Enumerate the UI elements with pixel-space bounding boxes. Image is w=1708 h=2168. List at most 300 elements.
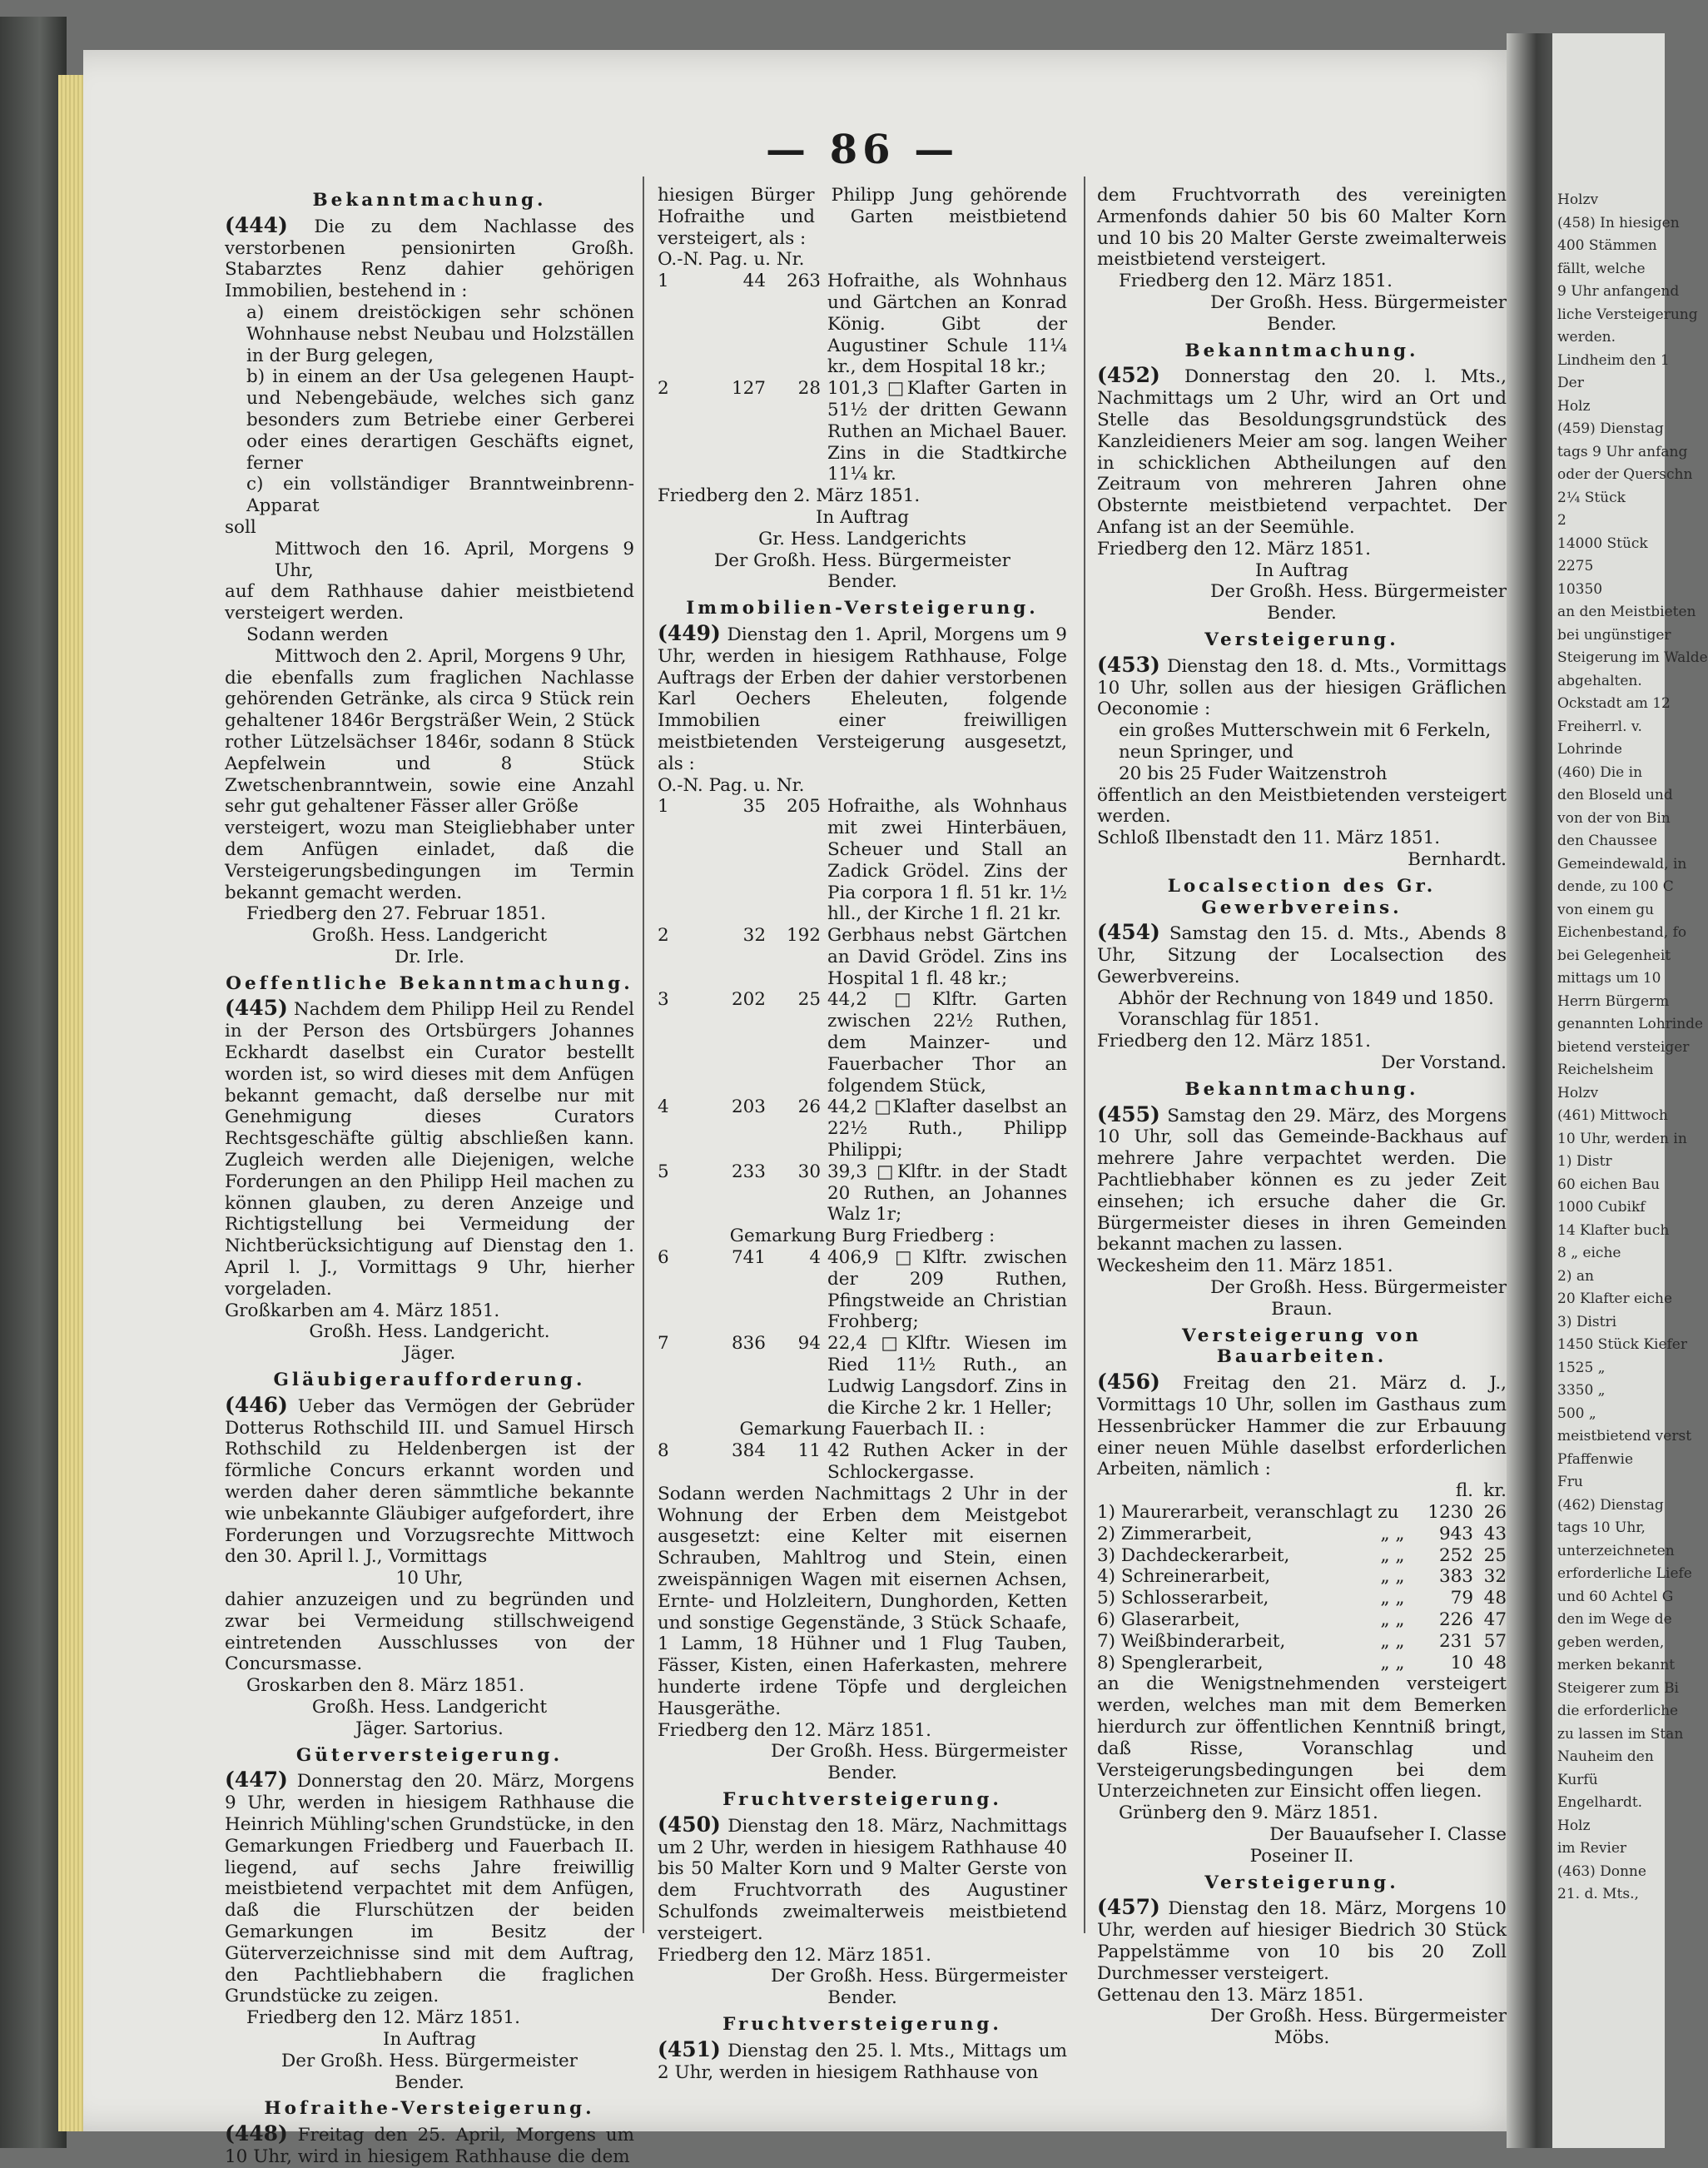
notice-number: (447) — [225, 1768, 288, 1793]
cell: Hofraithe, als Wohnhaus und Gärtchen an Konrad König. Gibt der Augustiner Schule 11¼ kr., dem Hospital 18 kr.; — [827, 271, 1067, 378]
cell: 252 — [1438, 1544, 1473, 1566]
heading-447: Güterversteigerung. — [295, 1744, 564, 1766]
cell: 44 — [742, 271, 766, 292]
next-page-line: den Chaussee — [1557, 833, 1657, 849]
cell: „ „ — [1380, 1523, 1405, 1544]
next-page-line: 21. d. Mts., — [1557, 1886, 1639, 1902]
cell: 205 — [786, 796, 821, 818]
signature-authority: Der Großh. Hess. Bürgermeister — [1210, 2006, 1507, 2027]
next-page-fragment — [1552, 33, 1708, 2148]
signature-authority: In Auftrag — [815, 506, 909, 528]
cell: 7 — [658, 1333, 669, 1355]
notice-number: (457) — [1097, 1895, 1160, 1920]
notice-number: (444) — [225, 212, 288, 237]
cell: 741 — [731, 1247, 766, 1269]
list-item: 20 bis 25 Fuder Waitzenstroh — [1119, 763, 1388, 784]
heading-452: Bekanntmachung. — [1184, 340, 1419, 361]
cell: 7) Weißbinderarbeit, — [1097, 1630, 1286, 1652]
cell: 943 — [1438, 1523, 1473, 1544]
notice-449 — [658, 620, 1067, 775]
cell: 231 — [1438, 1630, 1473, 1652]
next-page-line: Steigerung im Walde — [1557, 649, 1708, 666]
cell: 8) Spenglerarbeit, — [1097, 1652, 1264, 1673]
next-page-line: tags 10 Uhr, — [1557, 1519, 1646, 1536]
cell: 4 — [658, 1096, 669, 1118]
heading-445: Oeffentliche Bekanntmachung. — [226, 972, 633, 994]
cell: 203 — [731, 1096, 766, 1118]
cell: 2 — [658, 378, 669, 400]
cell — [1363, 1480, 1422, 1502]
heading-456: Versteigerung von Bauarbeiten. — [1182, 1325, 1422, 1368]
cell: 47 — [1483, 1609, 1507, 1630]
cell: 127 — [731, 378, 766, 400]
next-page-line: 500 „ — [1557, 1405, 1596, 1422]
signature-authority: Der Großh. Hess. Bürgermeister — [1210, 291, 1507, 313]
place-date: Friedberg den 27. Februar 1851. — [246, 903, 546, 925]
signature-name: Möbs. — [1274, 2027, 1330, 2049]
next-page-line: (461) Mittwoch — [1557, 1107, 1668, 1124]
signature-name: Der Vorstand. — [1381, 1052, 1507, 1074]
signature-authority: Großh. Hess. Landgericht — [311, 925, 548, 947]
cell: 44,2 □Klftr. Garten zwischen 22½ Ruthen, dem Mainzer- und Fauerbacher Thor an folgendem Stück, — [827, 989, 1067, 1096]
heading-446: Gläubigeraufforderung. — [273, 1370, 586, 1391]
table-row — [1097, 1631, 1507, 1653]
next-page-line: bei ungünstiger — [1557, 626, 1671, 644]
next-page-line: 400 Stämmen — [1557, 237, 1657, 254]
next-page-line: (459) Dienstag — [1557, 420, 1664, 437]
table-row — [658, 1333, 1067, 1419]
heading-457: Versteigerung. — [1204, 1872, 1399, 1893]
notice-number: (445) — [225, 996, 288, 1021]
place-date: Schloß Ilbenstadt den 11. März 1851. — [1097, 828, 1441, 849]
place-date: Friedberg den 12. März 1851. — [1097, 1031, 1371, 1052]
cell: 39,3 □Klftr. in der Stadt 20 Ruthen, an Johannes Walz 1r; — [827, 1161, 1067, 1226]
next-page-line: geben werden, — [1557, 1633, 1665, 1651]
list-item: Abhör der Rechnung von 1849 und 1850. — [1119, 987, 1494, 1009]
next-page-line: von einem gu — [1557, 901, 1655, 918]
next-page-line: Eichenbestand, fo — [1557, 924, 1687, 941]
next-page-line: dende, zu 100 C — [1557, 878, 1674, 895]
place-date: Großkarben am 4. März 1851. — [225, 1300, 500, 1321]
table-row — [1097, 1653, 1507, 1674]
table-header: O.-N. Pag. u. Nr. — [658, 774, 805, 796]
next-page-line: im Revier — [1557, 1840, 1627, 1857]
column-rule — [643, 177, 644, 1933]
signature-name: Jäger. Sartorius. — [355, 1718, 504, 1739]
cell: 202 — [731, 989, 766, 1011]
cell: 226 — [1438, 1609, 1473, 1630]
signature-authority: Großh. Hess. Landgericht. — [309, 1321, 550, 1343]
notice-text: Dienstag den 18. März, Nachmittags um 2 Uhr, werden in hiesigem Rathhause 40 bis 50 Malter Korn und 9 Malter Gerste von dem Fruchtvorrath des Augustiner Schulfonds zweimalterweis meistbietend versteigert. — [658, 1815, 1068, 1944]
signature-name: Dr. Irle. — [394, 946, 465, 967]
next-page-line: zu lassen im Stan — [1557, 1725, 1684, 1743]
next-page-line: werden. — [1557, 329, 1616, 346]
next-page-line: 2¼ Stück — [1557, 489, 1626, 506]
notice-text: Die zu dem Nachlasse des verstorbenen pensionirten Großh. Stabarztes Renz dahier gehörigen Immobilien, bestehend in : — [225, 216, 634, 302]
next-page-line: Pfaffenwie — [1557, 1450, 1634, 1468]
notice-444 — [225, 212, 634, 302]
cell: „ „ — [1380, 1630, 1405, 1652]
next-page-line: Lindheim den 1 — [1557, 351, 1670, 369]
list-item: Voranschlag für 1851. — [1119, 1009, 1320, 1031]
place-date: Weckesheim den 11. März 1851. — [1097, 1256, 1393, 1277]
notice-text: soll — [225, 516, 256, 538]
notice-text: Ueber das Vermögen der Gebrüder Dotterus Rothschild III. und Samuel Hirsch Rothschild zu Heldenbergen ist der förmliche Concurs erkannt worden und werden daher deren sämmtliche bekannte wie unbekannte Gläubiger aufgefordert, ihre Forderungen und Vorzugsrechte Mittwoch den 30. April l. J., Vormittags — [225, 1395, 635, 1568]
notice-452 — [1097, 365, 1507, 538]
cell: 22,4 □Klftr. Wiesen im Ried 11½ Ruth., an Ludwig Langsdorf. Zins in die Kirche 2 kr. 1 Heller; — [827, 1333, 1067, 1419]
cell: 192 — [786, 925, 821, 947]
next-page-line: Steigerer zum Bi — [1557, 1679, 1679, 1697]
next-page-line: tags 9 Uhr anfang — [1557, 443, 1688, 460]
notice-date: Mittwoch den 16. April, Morgens 9 Uhr, — [275, 538, 634, 581]
next-page-line: Engelhardt. — [1557, 1794, 1643, 1811]
cell: 48 — [1483, 1588, 1507, 1609]
cell: 8 — [658, 1440, 669, 1462]
table-row — [658, 1440, 1067, 1484]
signature-name: Bender. — [827, 571, 897, 593]
next-page-line: Holzv — [1557, 1084, 1599, 1101]
next-page-line: fällt, welche — [1557, 260, 1646, 277]
cell: 10 — [1450, 1652, 1473, 1673]
next-page-line: erforderliche Liefe — [1557, 1565, 1692, 1582]
next-page-line: Lohrinde — [1557, 741, 1622, 758]
table-row — [1097, 1502, 1507, 1524]
cell: 28 — [797, 378, 821, 400]
notice-text: Dienstag den 18. März, Morgens 10 Uhr, werden auf hiesiger Biedrich 30 Stück Pappelstämme von 10 bis 20 Zoll Durchmesser versteigert. — [1097, 1898, 1507, 1984]
table-row — [1097, 1566, 1507, 1588]
column-2 — [658, 185, 1067, 2083]
notice-text: Sodann werden Nachmittags 2 Uhr in der Wohnung der Erben dem Meistgebot ausgesetzt: eine Kelter mit eisernen Schrauben, Mahltrog und Stein, einen zweispännigen Wagen mit eisernen Achsen, Ernte- und Holzleitern, Dunghorden, Ketten und sonstige Gegenstände, 3 Stück Schaafe, 1 Lamm, 18 Hühner und 1 Flug Tauben, Fässer, Kisten, einen Haferkasten, mehrere hunderte irdene Töpfe und dergleichen Hausgeräthe. — [658, 1483, 1067, 1719]
next-page-line: 20 Klafter eiche — [1557, 1290, 1673, 1307]
cell: 2) Zimmerarbeit, — [1097, 1523, 1253, 1544]
list-item: b) in einem an der Usa gelegenen Haupt- und Nebengebäude, welches sich ganz besonders zum Betriebe einer Gerberei oder eines derartigen Geschäfts eignet, ferner — [246, 366, 634, 474]
cell: 1230 — [1427, 1502, 1473, 1524]
table-row — [1097, 1524, 1507, 1545]
cell: 263 — [786, 271, 821, 292]
cell: 1 — [658, 796, 669, 818]
next-page-line: (458) In hiesigen — [1557, 214, 1680, 231]
notice-text: dahier anzuzeigen und zu begründen und zwar bei Vermeidung stillschweigend eintretenden Ausschlusses von der Concursmasse. — [225, 1589, 634, 1675]
notice-text: Nachdem dem Philipp Heil zu Rendel in der Person des Ortsbürgers Johannes Eckhardt daselbst ein Curator bestellt worden ist, so wird dieses mit dem Anfügen bekannt gemacht, daß derselbe nur mit Genehmigung dieses Curators Rechtsgeschäfte gültig abschließen kann. Zugleich werden alle Diejenigen, welche Forderungen an den Philipp Heil machen zu können glauben, zu deren Anzeige und Richtigstellung bei Vermeidung der Nichtberücksichtigung auf Dienstag den 1. April l. J., Vormittags 9 Uhr, hierher vorgeladen. — [225, 999, 634, 1300]
table-row — [658, 925, 1067, 989]
notice-number: (452) — [1097, 363, 1160, 388]
notice-number: (446) — [225, 1392, 288, 1417]
signature-name: Bernhardt. — [1408, 848, 1507, 870]
notice-text: Sodann werden — [246, 624, 389, 645]
notice-text: Freitag den 21. März d. J., Vormittags 10 Uhr, sollen im Gasthaus zum Hessenbrücker Hammer die zur Erbauung einer neuen Mühle daselbst erforderlichen Arbeiten, nämlich : — [1097, 1373, 1507, 1480]
next-page-line: den Bloseld und — [1557, 787, 1673, 803]
signature-name: Poseiner II. — [1249, 1845, 1354, 1867]
signature-authority: In Auftrag — [382, 2028, 476, 2050]
notice-447 — [225, 1769, 634, 2007]
next-page-line: (462) Dienstag — [1557, 1496, 1664, 1514]
table-row — [658, 378, 1067, 485]
place-date: Friedberg den 12. März 1851. — [658, 1944, 931, 1966]
cell: 57 — [1483, 1630, 1507, 1652]
notice-448 — [225, 2123, 634, 2168]
notice-457 — [1097, 1897, 1507, 1984]
page-number: — 86 — — [766, 127, 960, 173]
list-item: c) ein vollständiger Branntweinbrenn-Apparat — [246, 474, 634, 517]
next-page-line: 14 Klafter buch — [1557, 1221, 1670, 1239]
place-date: Grünberg den 9. März 1851. — [1119, 1803, 1378, 1824]
cell: 94 — [797, 1333, 821, 1355]
notice-text: Samstag den 15. d. Mts., Abends 8 Uhr, Sitzung der Localsection des Gewerbvereins. — [1097, 923, 1507, 987]
next-page-line: bei Gelegenheit — [1557, 947, 1671, 964]
table-row — [658, 1096, 1067, 1161]
notice-text: Dienstag den 25. l. Mts., Mittags um 2 Uhr, werden in hiesigem Rathhause von — [658, 2040, 1067, 2083]
notice-text: Dienstag den 18. d. Mts., Vormittags 10 Uhr, sollen aus der hiesigen Gräflichen Oeconomie : — [1097, 655, 1507, 720]
next-page-line: von der von Bin — [1557, 809, 1671, 827]
subheading: Gemarkung Burg Friedberg : — [729, 1226, 996, 1247]
heading-444: Bekanntmachung. — [312, 190, 547, 211]
notice-number: (448) — [225, 2121, 288, 2146]
table-row — [658, 1161, 1067, 1226]
table-row — [658, 989, 1067, 1096]
next-page-line: 1000 Cubikf — [1557, 1199, 1646, 1216]
notice-451 — [658, 2036, 1067, 2084]
signature-authority: Der Bauaufseher I. Classe — [1269, 1823, 1507, 1845]
next-page-line: 1) Distr — [1557, 1153, 1612, 1170]
cell: 6) Glaserarbeit, — [1097, 1609, 1240, 1630]
notice-number: (449) — [658, 620, 721, 645]
cell: 384 — [731, 1440, 766, 1462]
next-page-line: 1525 „ — [1557, 1359, 1606, 1376]
table-row — [1097, 1545, 1507, 1567]
signature-name: Bender. — [827, 1763, 897, 1784]
cell: 30 — [797, 1161, 821, 1182]
signature-authority: Der Großh. Hess. Bürgermeister — [1210, 1277, 1507, 1299]
next-page-line: 3) Distri — [1557, 1313, 1617, 1330]
cell: 43 — [1483, 1523, 1507, 1544]
next-page-line: Kurfü — [1557, 1771, 1598, 1788]
notice-453 — [1097, 654, 1507, 720]
next-page-line: 2 — [1557, 512, 1566, 529]
cell: 32 — [1483, 1566, 1507, 1588]
cell: 11 — [797, 1440, 821, 1462]
signature-name: Braun. — [1271, 1298, 1333, 1320]
cell — [1097, 1480, 1363, 1502]
heading-455: Bekanntmachung. — [1184, 1078, 1419, 1100]
next-page-line: 2) an — [1557, 1267, 1594, 1285]
signature-name: Bender. — [1267, 313, 1337, 335]
next-page-line: Freiherrl. v. — [1557, 718, 1642, 735]
signature-authority: Der Großh. Hess. Bürgermeister — [771, 1966, 1067, 1987]
notice-text: Dienstag den 1. April, Morgens um 9 Uhr, werden in hiesigem Rathhause, Folge Auftrags der Erben der dahier verstorbenen Karl Oechers Eheleuten, folgende Immobilien einer freiwilligen meistbietenden Versteigerung ausgesetzt, als : — [658, 624, 1067, 774]
notice-text: die ebenfalls zum fraglichen Nachlasse gehörenden Getränke, als circa 9 Stück rein gehaltener 1846r Bergsträßer Wein, 2 Stück rother Lützelsächser 1846r, sodann 8 Stück Aepfelwein und 8 Stück Zwetschenbranntwein, sowie eine Anzahl sehr gut gehaltener Fässer aller Größe — [225, 667, 634, 818]
notice-text: an die Wenigstnehmenden versteigert werden, welches man mit dem Bemerken hierdurch zur öffentlichen Kenntniß bringt, daß Risse, Voranschlag und Versteigerungsbedingungen bei dem Unterzeichneten zur Einsicht offen liegen. — [1097, 1673, 1507, 1803]
notice-text: dem Fruchtvorrath des vereinigten Armenfonds dahier 50 bis 60 Malter Korn und 10 bis 20 Malter Gerste zweimalterweis meistbietend versteigert. — [1097, 185, 1507, 271]
cell: „ „ — [1380, 1566, 1405, 1588]
place-date: Friedberg den 12. März 1851. — [1097, 538, 1371, 559]
table-row — [1097, 1588, 1507, 1609]
list-item: a) einem dreistöckigen sehr schönen Wohnhause nebst Neubau und Holzställen in der Burg gelegen, — [246, 301, 634, 366]
cell: „ „ — [1380, 1652, 1405, 1673]
table-row — [658, 796, 1067, 925]
cell: fl. — [1455, 1480, 1473, 1502]
subheading: Gemarkung Fauerbach II. : — [739, 1419, 986, 1440]
next-page-line: 14000 Stück — [1557, 535, 1648, 552]
table-row — [1097, 1609, 1507, 1631]
list-item: ein großes Mutterschwein mit 6 Ferkeln, — [1119, 720, 1492, 742]
next-page-line: Fru — [1557, 1474, 1583, 1490]
notice-text: Freitag den 25. April, Morgens um 10 Uhr, wird in hiesigem Rathhause die dem — [225, 2125, 634, 2167]
next-page-line: und 60 Achtel G — [1557, 1588, 1674, 1605]
next-page-line: Holz — [1557, 397, 1591, 415]
heading-450: Fruchtversteigerung. — [722, 1788, 1002, 1810]
cell: 79 — [1450, 1588, 1473, 1609]
next-page-line: Reichelsheim — [1557, 1062, 1654, 1078]
signature-authority: Gr. Hess. Landgerichts — [758, 528, 966, 549]
next-page-line: genannten Lohrinde — [1557, 1016, 1704, 1032]
next-page-line: 9 Uhr anfangend — [1557, 283, 1680, 300]
next-page-line: an den Meistbieten — [1557, 604, 1696, 620]
next-page-line: 10350 — [1557, 580, 1603, 598]
notice-date: 10 Uhr, — [395, 1568, 464, 1589]
heading-454: Localsection des Gr. Gewerbvereins. — [1167, 875, 1437, 918]
next-page-line: 10 Uhr, werden in — [1557, 1130, 1687, 1147]
signature-authority: Großh. Hess. Landgericht — [311, 1696, 548, 1718]
signature-name: Bender. — [827, 1987, 897, 2009]
cell: 1 — [658, 271, 669, 292]
next-page-line: 60 eichen Bau — [1557, 1176, 1660, 1193]
notice-456 — [1097, 1371, 1507, 1480]
cell: „ „ — [1380, 1588, 1405, 1609]
cell: 233 — [731, 1161, 766, 1182]
notice-text: auf dem Rathhause dahier meistbietend versteigert werden. — [225, 581, 634, 624]
notice-445 — [225, 997, 634, 1300]
next-page-line: Holzv — [1557, 191, 1599, 208]
book-gutter — [1507, 33, 1557, 2148]
next-page-line: oder der Querschn — [1557, 466, 1693, 483]
heading-451: Fruchtversteigerung. — [722, 2013, 1002, 2035]
next-page-line: die erforderliche — [1557, 1703, 1679, 1719]
cell: 48 — [1483, 1652, 1507, 1673]
cell: Hofraithe, als Wohnhaus mit zwei Hinterbäuen, Scheuer und Stall an Zadick Grödel. Zins der Pia corpora 1 fl. 51 kr. 1½ hll., der Kirche 1 fl. 21 kr. — [827, 796, 1067, 925]
signature-authority: In Auftrag — [1254, 559, 1348, 581]
cell: kr. — [1483, 1480, 1507, 1502]
cell: 26 — [1483, 1502, 1507, 1524]
next-page-line: Ockstadt am 12 — [1557, 695, 1671, 712]
table-row — [658, 1247, 1067, 1333]
heading-448: Hofraithe-Versteigerung. — [264, 2098, 595, 2120]
notice-number: (454) — [1097, 920, 1160, 945]
next-page-line: (463) Donne — [1557, 1862, 1646, 1880]
cell: „ „ — [1380, 1609, 1405, 1630]
book-cover — [0, 17, 67, 2148]
cell: 5 — [658, 1161, 669, 1182]
signature-authority: Der Großh. Hess. Bürgermeister — [1210, 581, 1507, 603]
notice-446 — [225, 1392, 635, 1568]
notice-455 — [1097, 1101, 1507, 1256]
cell: 25 — [1483, 1544, 1507, 1566]
cell: 35 — [742, 796, 766, 818]
next-page-line: abgehalten. — [1557, 672, 1642, 689]
place-date: Gettenau den 13. März 1851. — [1097, 1984, 1364, 2006]
table-header — [1097, 1480, 1507, 1502]
cell: 836 — [731, 1333, 766, 1355]
notice-text: versteigert, wozu man Steigliebhaber unter dem Anfügen einladet, daß die Versteigerungsbedingungen im Termin bekannt gemacht werden. — [225, 818, 634, 903]
signature-name: Jäger. — [403, 1343, 456, 1365]
cell: 32 — [742, 925, 766, 947]
cell: 2 — [658, 925, 669, 947]
signature-name: Bender. — [395, 2071, 464, 2093]
cell: 42 Ruthen Acker in der Schlockergasse. — [827, 1440, 1067, 1484]
heading-449: Immobilien-Versteigerung. — [686, 598, 1039, 619]
table-header: O.-N. Pag. u. Nr. — [658, 249, 805, 271]
signature-name: Bender. — [1267, 603, 1337, 624]
next-page-line: Gemeindewald, in — [1557, 855, 1687, 873]
cell: „ „ — [1380, 1544, 1405, 1566]
next-page-line: merken bekannt — [1557, 1657, 1676, 1673]
cell: 25 — [797, 989, 821, 1011]
table-row — [658, 271, 1067, 378]
cell: 5) Schlosserarbeit, — [1097, 1588, 1269, 1609]
next-page-line: mittags um 10 — [1557, 970, 1661, 987]
cell: 3) Dachdeckerarbeit, — [1097, 1544, 1290, 1566]
notice-number: (451) — [658, 2036, 721, 2061]
cell: 1) Maurerarbeit, veranschlagt zu — [1097, 1502, 1399, 1524]
next-page-line: 3350 „ — [1557, 1382, 1606, 1399]
next-page-line: Der — [1557, 375, 1584, 391]
next-page-line: 8 „ eiche — [1557, 1245, 1621, 1261]
place-date: Friedberg den 12. März 1851. — [658, 1719, 931, 1741]
cell: 26 — [797, 1096, 821, 1118]
next-page-line: unterzeichneten — [1557, 1542, 1675, 1559]
cell: 383 — [1438, 1566, 1473, 1588]
heading-453: Versteigerung. — [1204, 629, 1399, 650]
cell: 6 — [658, 1247, 669, 1269]
notice-number: (453) — [1097, 652, 1160, 677]
notice-text: Donnerstag den 20. März, Morgens 9 Uhr, werden in hiesigem Rathhause die Heinrich Mühling'schen Grundstücke, in den Gemarkungen Friedberg und Fauerbach II. liegend, auf sechs Jahre freiwillig meistbietend verpachtet mit dem Anfügen, daß die Flurschützen der beiden Gemarkungen im Besitz der Güterverzeichnisse sind mit dem Auftrag, den Pachtliebhabern die fraglichen Grundstücke zu zeigen. — [225, 1771, 634, 2007]
notice-number: (455) — [1097, 1101, 1160, 1126]
cell: 44,2 □Klafter daselbst an 22½ Ruth., Philipp Philippi; — [827, 1096, 1067, 1161]
notice-date: Mittwoch den 2. April, Morgens 9 Uhr, — [275, 645, 627, 667]
notice-454 — [1097, 922, 1507, 987]
column-3 — [1097, 185, 1507, 2049]
place-date: Friedberg den 2. März 1851. — [658, 485, 921, 507]
next-page-line: meistbietend verst — [1557, 1428, 1692, 1445]
next-page-line: Holz — [1557, 1817, 1591, 1834]
next-page-line: bietend versteiger — [1557, 1038, 1690, 1056]
column-rule — [1084, 177, 1085, 1933]
cell: 4 — [809, 1247, 821, 1269]
next-page-line: 2275 — [1557, 558, 1594, 574]
notice-text: hiesigen Bürger Philipp Jung gehörende Hofraithe und Garten meistbietend versteigert, als : — [658, 185, 1067, 249]
signature-authority: Der Großh. Hess. Bürgermeister — [714, 549, 1010, 571]
place-date: Friedberg den 12. März 1851. — [1119, 271, 1393, 292]
next-page-line: den im Wege de — [1557, 1611, 1672, 1628]
place-date: Friedberg den 12. März 1851. — [246, 2007, 520, 2029]
notice-number: (456) — [1097, 1370, 1160, 1395]
signature-authority: Der Großh. Hess. Bürgermeister — [281, 2050, 578, 2071]
notice-number: (450) — [658, 1812, 721, 1837]
cell: 101,3 □Klafter Garten in 51½ der dritten Gewann Ruthen an Michael Bauer. Zins in die Stadtkirche 11¼ kr. — [827, 378, 1067, 485]
notice-text: Donnerstag den 20. l. Mts., Nachmittags um 2 Uhr, wird an Ort und Stelle das Besoldungsgrundstück des Kanzleidieners Meier am sog. langen Weiher in schicklichen Abtheilungen auf den Zeitraum von mehreren Jahren ohne Obsternte meistbietend verpachtet. Der Anfang ist an der Seemühle. — [1097, 366, 1507, 538]
next-page-line: 1450 Stück Kiefer — [1557, 1336, 1687, 1353]
cell: 4) Schreinerarbeit, — [1097, 1566, 1271, 1588]
list-item: neun Springer, und — [1119, 741, 1294, 763]
notice-text: Samstag den 29. März, des Morgens 10 Uhr, soll das Gemeinde-Backhaus auf mehrere Jahre verpachtet werden. Die Pachtliebhaber können es zu jeder Zeit einsehen; ich ersuche daher die Gr. Bürgermeister dieses in ihren Gemeinden bekannt machen zu lassen. — [1097, 1105, 1507, 1256]
place-date: Groskarben den 8. März 1851. — [246, 1675, 525, 1697]
next-page-line: liche Versteigerung — [1557, 306, 1698, 323]
cell: 3 — [658, 989, 669, 1011]
notice-text: öffentlich an den Meistbietenden versteigert werden. — [1097, 784, 1507, 828]
next-page-line: (460) Die in — [1557, 763, 1643, 781]
column-1 — [225, 185, 634, 2168]
next-page-line: Herrn Bürgerm — [1557, 992, 1670, 1010]
notice-450 — [658, 1814, 1067, 1945]
